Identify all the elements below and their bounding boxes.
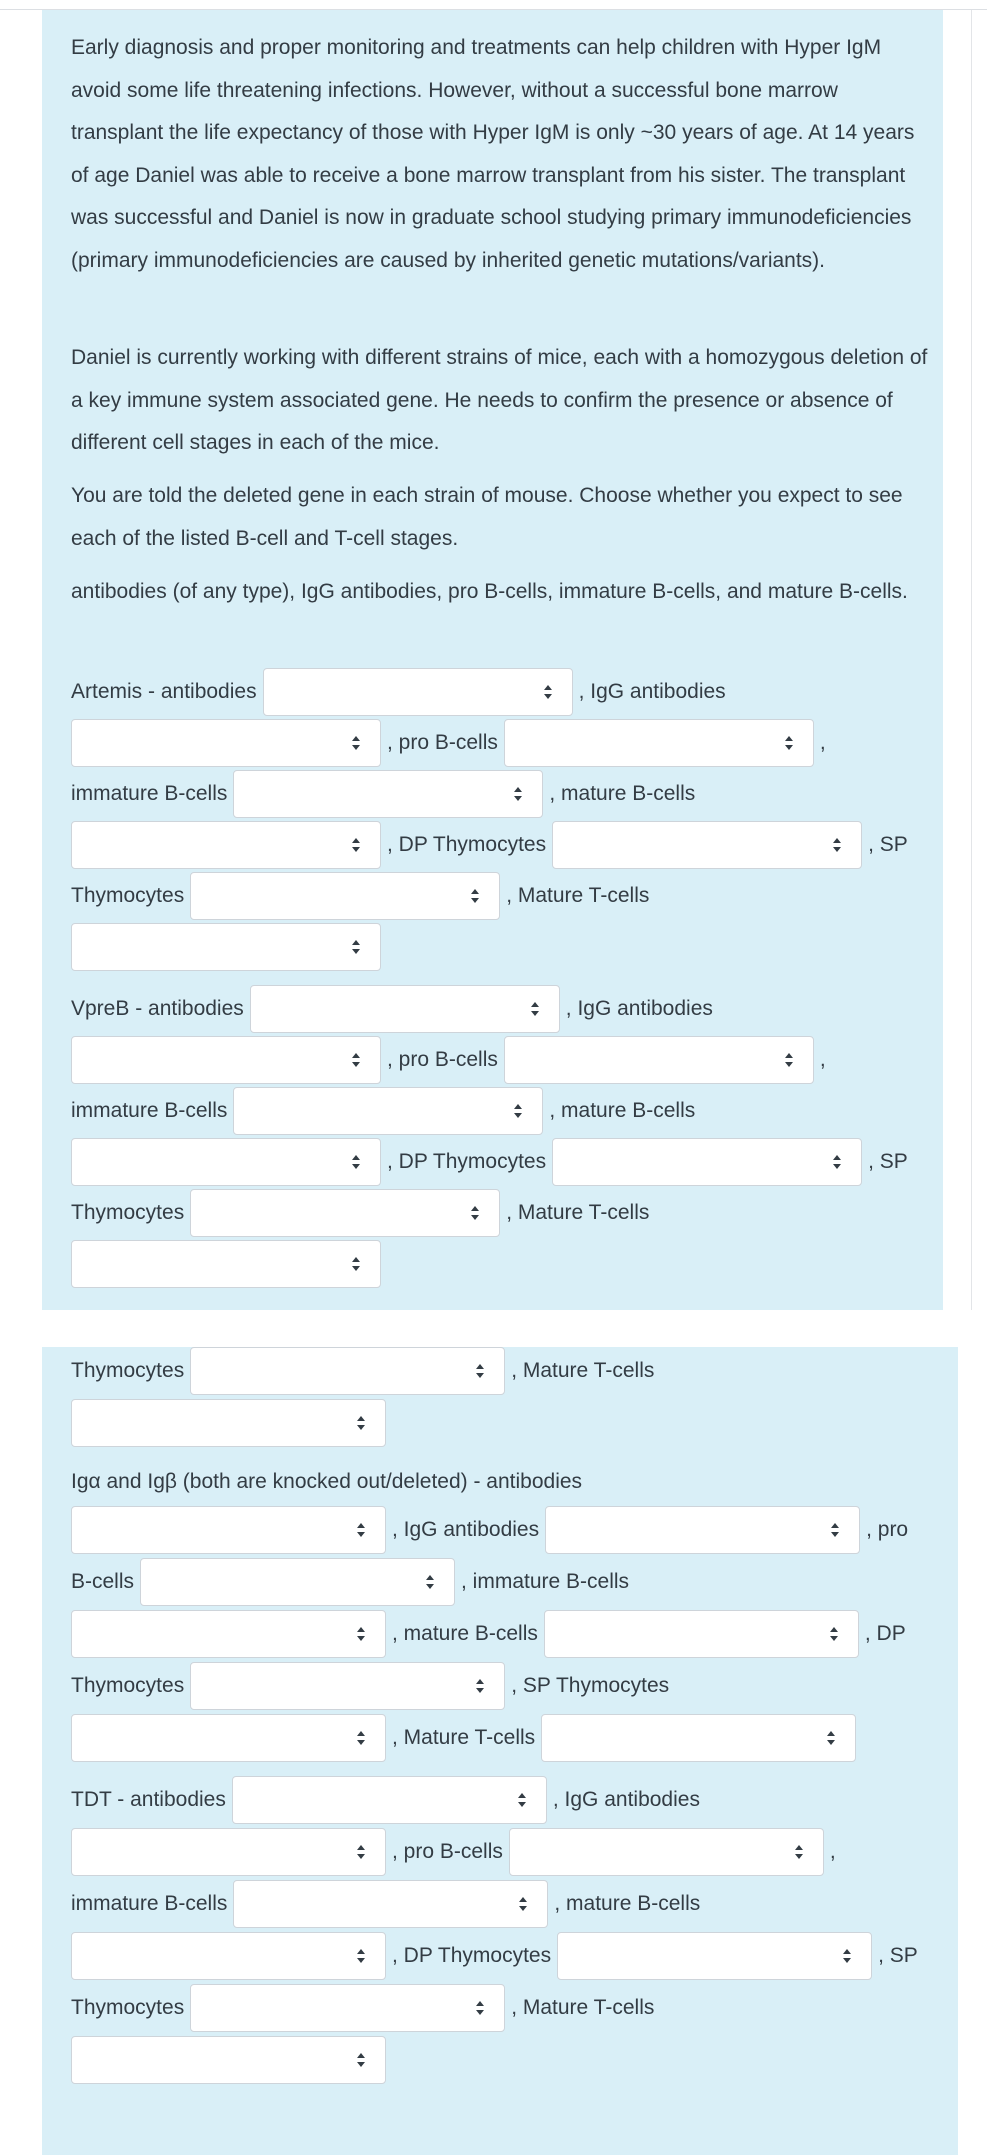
tdt-mature-t-label: , Mature T-cells [511, 1996, 655, 2019]
tdt-mature-t-select[interactable] [71, 2036, 386, 2084]
vpreb-igg-select[interactable] [71, 1036, 381, 1084]
igab-antibodies-select[interactable] [71, 1506, 386, 1554]
tdt-pro-select[interactable] [509, 1828, 824, 1876]
igab-row-3 [71, 1558, 635, 1606]
artemis-immature-select[interactable] [233, 770, 543, 818]
updown-caret-icon [426, 1575, 434, 1589]
cont-row-2 [71, 1399, 386, 1447]
updown-caret-icon [544, 685, 552, 699]
vpreb-comma: , [819, 1048, 826, 1071]
artemis-sp-select[interactable] [190, 872, 500, 920]
vpreb-sp-label: , SP [868, 1150, 908, 1173]
igab-thymocytes-label: Thymocytes [71, 1674, 185, 1697]
artemis-row-3 [71, 770, 701, 818]
updown-caret-icon [827, 1731, 835, 1745]
updown-caret-icon [352, 1257, 360, 1271]
vpreb-thymocytes-label: Thymocytes [71, 1201, 185, 1224]
tdt-row-4 [71, 1932, 924, 1980]
updown-caret-icon [831, 1523, 839, 1537]
igab-igg-select[interactable] [545, 1506, 860, 1554]
artemis-mature-select[interactable] [71, 821, 381, 869]
igab-row-6 [71, 1714, 856, 1762]
updown-caret-icon [471, 889, 479, 903]
vpreb-antibodies-select[interactable] [250, 985, 560, 1033]
igab-row-4 [71, 1610, 912, 1658]
artemis-pro-select[interactable] [504, 719, 814, 767]
igab-dp-select[interactable] [190, 1662, 505, 1710]
cont-mature-t-select[interactable] [71, 1399, 386, 1447]
tdt-antibodies-label: TDT - antibodies [71, 1788, 226, 1811]
igab-antibodies-label: Igα and Igβ (both are knocked out/deleted) - antibodies [71, 1470, 583, 1493]
tdt-row-5 [71, 1984, 660, 2032]
updown-caret-icon [785, 736, 793, 750]
updown-caret-icon [352, 736, 360, 750]
artemis-mature-t-label: , Mature T-cells [506, 884, 650, 907]
intro-paragraph-3: You are told the deleted gene in each strain of mouse. Choose whether you expect to see each of the listed B-cell and T-cell stages. [71, 484, 903, 550]
vpreb-antibodies-label: VpreB - antibodies [71, 997, 244, 1020]
artemis-row-2 [71, 719, 832, 767]
updown-caret-icon [357, 1845, 365, 1859]
artemis-thymocytes-label: Thymocytes [71, 884, 185, 907]
tdt-dp-select[interactable] [557, 1932, 872, 1980]
intro-paragraph-1: Early diagnosis and proper monitoring and treatments can help children with Hyper IgM avoid some life threatening infections. However, without a successful bone marrow transplant the life expectancy of those with Hyper IgM is only ~30 years of age. At 14 years of age Daniel was able to receive a bone marrow transplant from his sister. The transplant was successful and Daniel is now in graduate school studying primary immunodeficiencies (primary immunodeficiencies are caused by inherited genetic mutations/variants). [71, 36, 915, 272]
igab-immature-select[interactable] [71, 1610, 386, 1658]
updown-caret-icon [352, 838, 360, 852]
tdt-immature-select[interactable] [233, 1880, 548, 1928]
tdt-row-2 [71, 1828, 842, 1876]
vpreb-dp-select[interactable] [552, 1138, 862, 1186]
artemis-sp-label: , SP [868, 833, 908, 856]
updown-caret-icon [518, 1793, 526, 1807]
vpreb-mature-select[interactable] [71, 1138, 381, 1186]
artemis-immature-label: immature B-cells [71, 782, 228, 805]
updown-caret-icon [476, 1364, 484, 1378]
tdt-row-6 [71, 2036, 386, 2084]
tdt-pro-label: , pro B-cells [392, 1840, 503, 1863]
updown-caret-icon [357, 1627, 365, 1641]
artemis-row-1 [71, 668, 732, 716]
updown-caret-icon [357, 1731, 365, 1745]
intro-paragraph-2: Daniel is currently working with different strains of mice, each with a homozygous deletion of a key immune system associated gene. He needs to confirm the presence or absence of different cell stages in each of the mice. [71, 346, 928, 454]
vpreb-igg-label: , IgG antibodies [565, 997, 713, 1020]
igab-row-5 [71, 1662, 675, 1710]
tdt-antibodies-select[interactable] [232, 1776, 547, 1824]
tdt-mature-label: , mature B-cells [554, 1892, 701, 1915]
igab-igg-label: , IgG antibodies [392, 1518, 540, 1541]
updown-caret-icon [531, 1002, 539, 1016]
updown-caret-icon [357, 1416, 365, 1430]
vpreb-dp-label: , DP Thymocytes [387, 1150, 547, 1173]
intro-paragraph-4: antibodies (of any type), IgG antibodies, pro B-cells, immature B-cells, and mature B-cells. [71, 580, 908, 603]
artemis-dp-label: , DP Thymocytes [387, 833, 547, 856]
artemis-dp-select[interactable] [552, 821, 862, 869]
vpreb-mature-label: , mature B-cells [549, 1099, 696, 1122]
artemis-igg-label: , IgG antibodies [578, 680, 726, 703]
updown-caret-icon [519, 1897, 527, 1911]
cont-row-1 [71, 1347, 660, 1395]
tdt-row-3 [71, 1880, 706, 1928]
updown-caret-icon [357, 1949, 365, 1963]
artemis-antibodies-label: Artemis - antibodies [71, 680, 257, 703]
artemis-comma: , [819, 731, 826, 754]
igab-bcells-label: B-cells [71, 1570, 135, 1593]
updown-caret-icon [514, 787, 522, 801]
vpreb-row-4 [71, 1138, 914, 1186]
igab-mature-t-select[interactable] [541, 1714, 856, 1762]
vpreb-row-3 [71, 1087, 701, 1135]
tdt-comma: , [829, 1840, 836, 1863]
vpreb-row-6 [71, 1240, 381, 1288]
igab-dp-label: , DP [864, 1622, 906, 1645]
cont-mature-t-label: , Mature T-cells [511, 1359, 655, 1382]
artemis-igg-select[interactable] [71, 719, 381, 767]
vpreb-sp-select[interactable] [190, 1189, 500, 1237]
tdt-immature-label: immature B-cells [71, 1892, 228, 1915]
artemis-row-4 [71, 821, 914, 869]
igab-sp-select[interactable] [71, 1714, 386, 1762]
updown-caret-icon [352, 1053, 360, 1067]
igab-pro-label: , pro [866, 1518, 909, 1541]
updown-caret-icon [476, 2001, 484, 2015]
updown-caret-icon [357, 1523, 365, 1537]
tdt-dp-label: , DP Thymocytes [392, 1944, 552, 1967]
tdt-igg-label: , IgG antibodies [552, 1788, 700, 1811]
tdt-thymocytes-label: Thymocytes [71, 1996, 185, 2019]
tdt-sp-label: , SP [878, 1944, 918, 1967]
tdt-sp-select[interactable] [190, 1984, 505, 2032]
igab-row-1 [71, 1458, 588, 1506]
updown-caret-icon [471, 1206, 479, 1220]
vpreb-mature-t-select[interactable] [71, 1240, 381, 1288]
cont-sp-select[interactable] [190, 1347, 505, 1395]
artemis-pro-label: , pro B-cells [387, 731, 498, 754]
updown-caret-icon [833, 1155, 841, 1169]
updown-caret-icon [352, 940, 360, 954]
updown-caret-icon [795, 1845, 803, 1859]
top-border [0, 0, 987, 10]
updown-caret-icon [785, 1053, 793, 1067]
igab-immature-label: , immature B-cells [461, 1570, 630, 1593]
artemis-antibodies-select[interactable] [263, 668, 573, 716]
artemis-mature-t-select[interactable] [71, 923, 381, 971]
vpreb-pro-label: , pro B-cells [387, 1048, 498, 1071]
artemis-row-6 [71, 923, 381, 971]
vpreb-row-2 [71, 1036, 832, 1084]
updown-caret-icon [352, 1155, 360, 1169]
tdt-igg-select[interactable] [71, 1828, 386, 1876]
updown-caret-icon [357, 2053, 365, 2067]
tdt-row-1 [71, 1776, 706, 1824]
vpreb-mature-t-label: , Mature T-cells [506, 1201, 650, 1224]
igab-sp-label: , SP Thymocytes [511, 1674, 670, 1697]
right-border [971, 10, 972, 1310]
updown-caret-icon [830, 1627, 838, 1641]
vpreb-immature-select[interactable] [233, 1087, 543, 1135]
tdt-mature-select[interactable] [71, 1932, 386, 1980]
updown-caret-icon [843, 1949, 851, 1963]
vpreb-pro-select[interactable] [504, 1036, 814, 1084]
vpreb-row-1 [71, 985, 719, 1033]
igab-mature-select[interactable] [544, 1610, 859, 1658]
igab-mature-t-label: , Mature T-cells [392, 1726, 536, 1749]
igab-pro-select[interactable] [140, 1558, 455, 1606]
updown-caret-icon [833, 838, 841, 852]
updown-caret-icon [476, 1679, 484, 1693]
cont-thymocytes-label: Thymocytes [71, 1359, 185, 1382]
igab-mature-label: , mature B-cells [392, 1622, 538, 1645]
igab-row-2 [71, 1506, 914, 1554]
artemis-mature-label: , mature B-cells [549, 782, 696, 805]
vpreb-immature-label: immature B-cells [71, 1099, 228, 1122]
vpreb-row-5 [71, 1189, 655, 1237]
updown-caret-icon [514, 1104, 522, 1118]
artemis-row-5 [71, 872, 655, 920]
